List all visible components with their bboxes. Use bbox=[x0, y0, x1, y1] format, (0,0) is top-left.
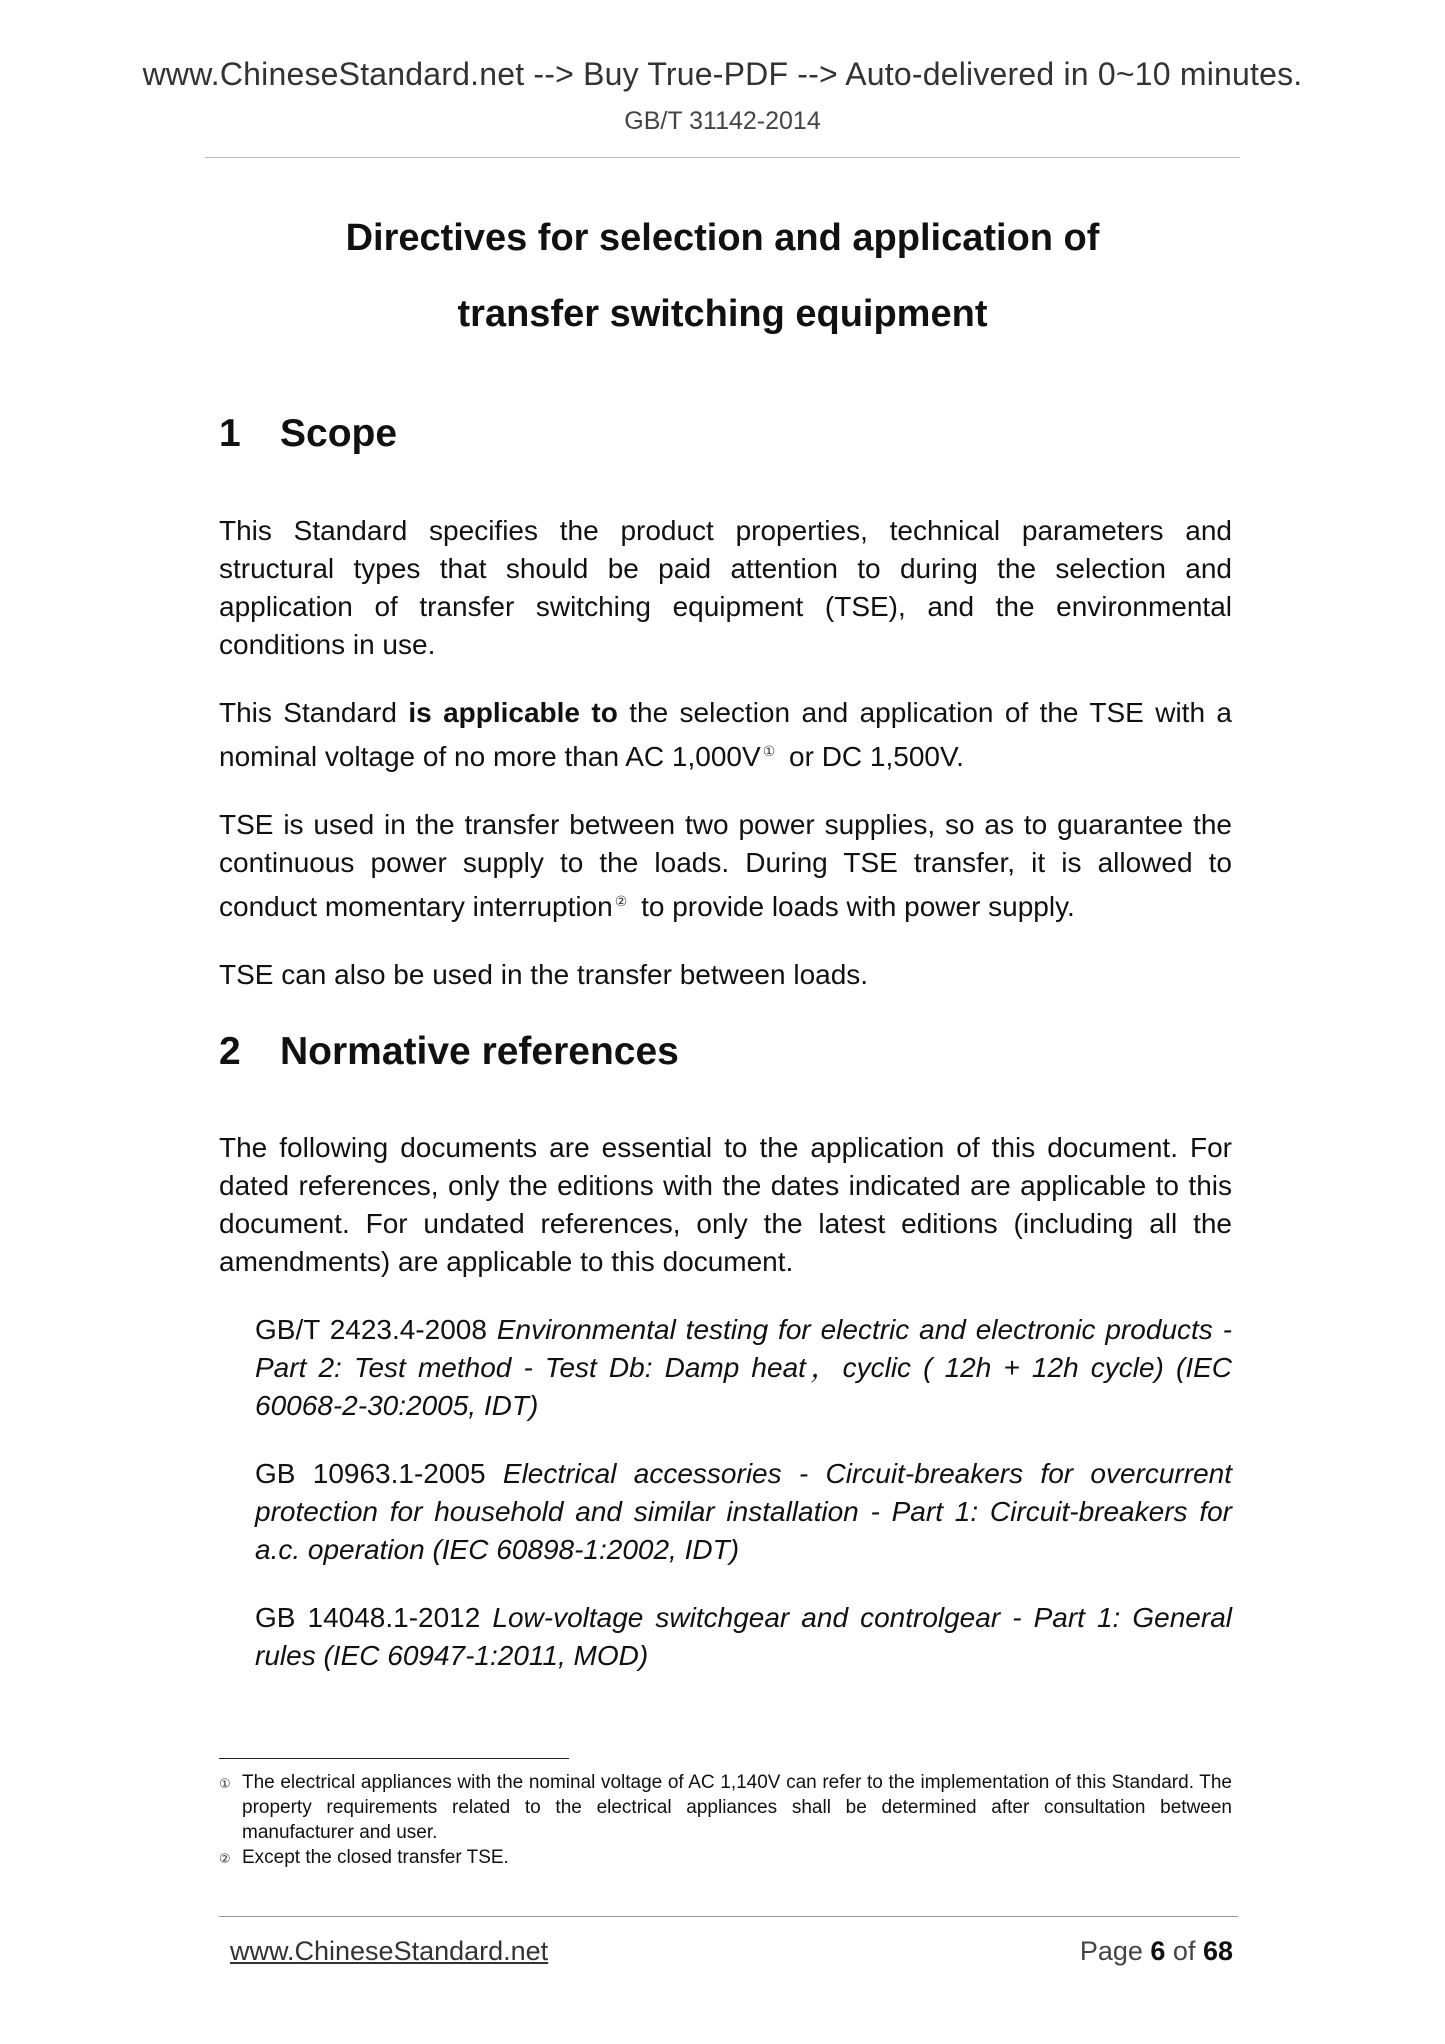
reference-title: Electrical accessories - Circuit-breakers for overcurrent protection for household and similar installation - Part 1: Circuit-breakers for a.c. operation (IEC 60898-1:2002, IDT) bbox=[255, 1458, 1233, 1565]
page-number bbox=[1080, 1936, 1233, 1967]
footnote-2 bbox=[219, 1845, 1232, 1871]
section-2-title: Normative references bbox=[280, 1030, 679, 1073]
reference-item bbox=[255, 1599, 1232, 1675]
scope-p2-bold: is applicable to bbox=[408, 697, 618, 728]
reference-code: GB 14048.1-2012 bbox=[255, 1602, 493, 1633]
footnote-2-text: Except the closed transfer TSE. bbox=[242, 1847, 509, 1868]
footnote-1-text: The electrical appliances with the nominal voltage of AC 1,140V can refer to the implementation of this Standard. The property requirements related to the electrical appliances shall be determined after consultation between manufacturer and user. bbox=[242, 1772, 1232, 1843]
scope-paragraph-3 bbox=[219, 806, 1232, 926]
footnote-ref-1: ① bbox=[762, 743, 776, 759]
standard-code: GB/T 31142-2014 bbox=[624, 107, 821, 135]
section-2-heading bbox=[219, 1030, 679, 1074]
section-1-body bbox=[219, 512, 1232, 1024]
page-of: of bbox=[1165, 1936, 1203, 1966]
reference-item bbox=[255, 1455, 1232, 1569]
document-title bbox=[0, 200, 1445, 352]
footnote-1-mark: ① bbox=[219, 1776, 231, 1791]
section-1-heading bbox=[219, 412, 397, 456]
title-line-1: Directives for selection and application of bbox=[345, 217, 1100, 259]
scope-p2-mid: the selection and application of the TSE with a nominal voltage of no more than AC 1,000V bbox=[219, 697, 1232, 772]
reference-code: GB/T 2423.4-2008 bbox=[255, 1314, 497, 1345]
footer-website-link[interactable]: www.ChineseStandard.net bbox=[230, 1936, 549, 1966]
footnote-divider bbox=[219, 1758, 569, 1759]
title-line-2: transfer switching equipment bbox=[457, 293, 988, 335]
reference-code: GB 10963.1-2005 bbox=[255, 1458, 503, 1489]
footnotes bbox=[219, 1770, 1232, 1871]
footnote-ref-2: ② bbox=[614, 893, 628, 909]
scope-p3-post: to provide loads with power supply. bbox=[633, 891, 1075, 922]
scope-p3-text: TSE is used in the transfer between two power supplies, so as to guarantee the continuous power supply to the loads. During TSE transfer, it is allowed to conduct momentary interruption bbox=[219, 809, 1232, 922]
section-2-number: 2 bbox=[219, 1030, 241, 1073]
reference-item bbox=[255, 1311, 1232, 1425]
page-current: 6 bbox=[1150, 1936, 1166, 1966]
footer-divider bbox=[219, 1916, 1238, 1917]
scope-paragraph-2 bbox=[219, 694, 1232, 776]
footnote-1 bbox=[219, 1770, 1232, 1845]
scope-p2-text: This Standard bbox=[219, 697, 409, 728]
scope-p2-post: or DC 1,500V. bbox=[781, 741, 964, 772]
section-1-number: 1 bbox=[219, 412, 241, 455]
references-intro: The following documents are essential to the application of this document. For dated references, only the editions with the dates indicated are applicable to this document. For undated references, only the latest editions (including all the amendments) are applicable to this document. bbox=[219, 1132, 1232, 1277]
scope-paragraph-4: TSE can also be used in the transfer between loads. bbox=[219, 959, 869, 990]
scope-paragraph-1: This Standard specifies the product properties, technical parameters and structural types that should be paid attention to during the selection and application of transfer switching equipment (TSE), and the environmental conditions in use. bbox=[219, 515, 1232, 660]
header-divider bbox=[205, 157, 1240, 158]
reference-title: Low-voltage switchgear and controlgear - Part 1: General rules (IEC 60947-1:2011, MOD) bbox=[255, 1602, 1232, 1671]
promo-banner: www.ChineseStandard.net --> Buy True-PDF --> Auto-delivered in 0~10 minutes. bbox=[142, 56, 1303, 92]
page-total: 68 bbox=[1202, 1936, 1233, 1966]
section-1-title: Scope bbox=[280, 412, 398, 455]
page-label: Page bbox=[1079, 1936, 1151, 1966]
reference-title: Environmental testing for electric and electronic products - Part 2: Test method - Test Db: Damp heat，cyclic ( 12h + 12h cycle) (IEC 60068-2-30:2005, IDT) bbox=[255, 1314, 1232, 1421]
footnote-2-mark: ② bbox=[219, 1851, 231, 1866]
section-2-body bbox=[219, 1129, 1232, 1705]
